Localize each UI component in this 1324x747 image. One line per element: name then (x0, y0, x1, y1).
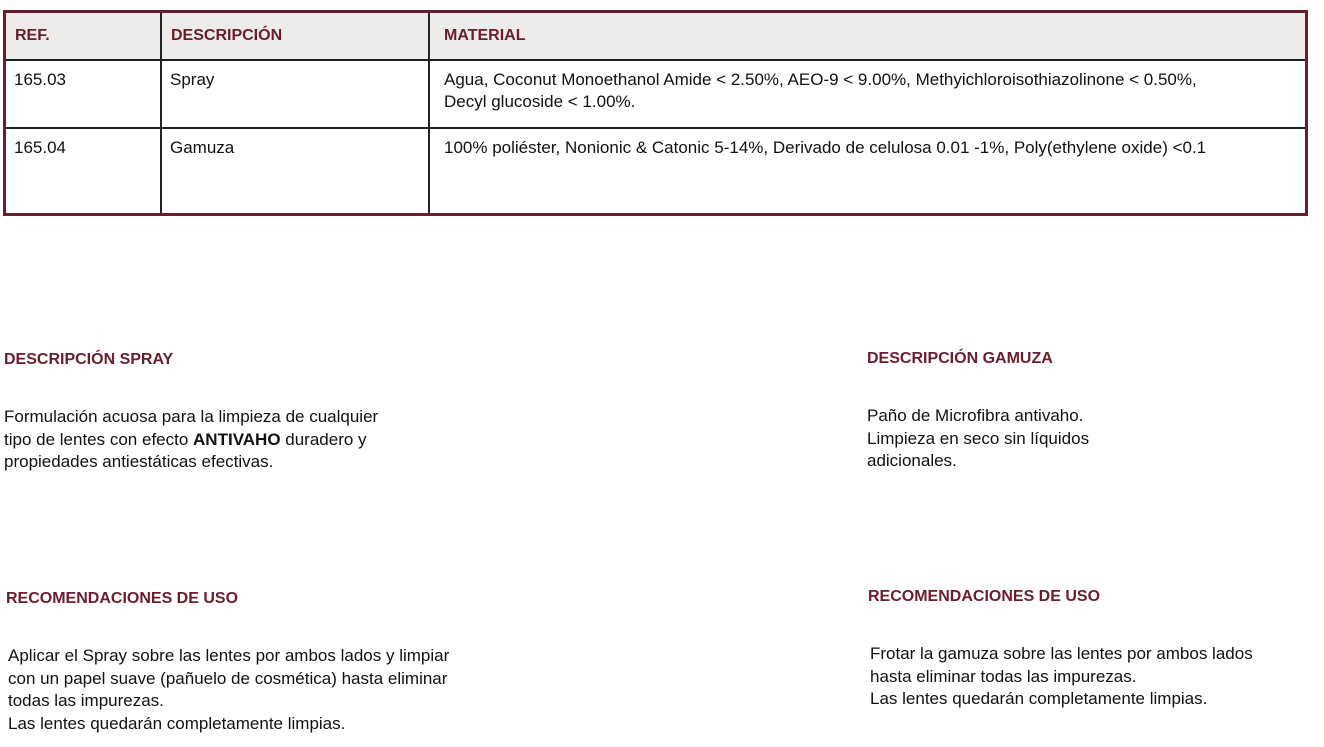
spray-description-heading: DESCRIPCIÓN SPRAY (4, 351, 174, 368)
gamuza-description-text (867, 405, 1089, 473)
material-line: 100% poliéster, Nonionic & Catonic 5-14%, Derivado de celulosa 0.01 -1%, Poly(ethylene oxide) <0.1 (444, 138, 1207, 157)
text-line: Limpieza en seco sin líquidos (867, 428, 1090, 448)
text-line: todas las impurezas. (8, 691, 164, 710)
text-line: con un papel suave (pañuelo de cosmética) hasta eliminar (8, 668, 448, 688)
text-fragment: tipo de lentes con efecto (4, 429, 194, 449)
cell-ref: 165.03 (5, 60, 162, 128)
text-line (4, 429, 378, 452)
column-header-descripcion: DESCRIPCIÓN (161, 12, 429, 61)
spray-usage-text (8, 645, 449, 735)
table-header-row (5, 12, 1307, 61)
text-line: Aplicar el Spray sobre las lentes por ambos lados y limpiar (8, 646, 450, 665)
text-line: Frotar la gamuza sobre las lentes por ambos lados (870, 644, 1253, 663)
spray-description-text (4, 406, 378, 474)
spray-usage-heading: RECOMENDACIONES DE USO (6, 590, 239, 607)
cell-descripcion: Gamuza (161, 128, 429, 215)
antivaho-emphasis: ANTIVAHO (193, 429, 281, 449)
cell-material (429, 128, 1307, 215)
table-row (5, 128, 1307, 215)
gamuza-description-heading: DESCRIPCIÓN GAMUZA (867, 350, 1053, 367)
text-line: propiedades antiestáticas efectivas. (4, 452, 274, 471)
gamuza-usage-heading: RECOMENDACIONES DE USO (868, 588, 1101, 605)
gamuza-usage-text (870, 643, 1253, 711)
cell-ref: 165.04 (5, 128, 162, 215)
column-header-material: MATERIAL (429, 12, 1307, 61)
cell-material (429, 60, 1307, 128)
column-header-ref: REF. (5, 12, 162, 61)
text-line: Las lentes quedarán completamente limpias. (870, 689, 1208, 708)
text-line: Las lentes quedarán completamente limpias. (8, 713, 346, 733)
material-line: Decyl glucoside < 1.00%. (444, 92, 636, 111)
cell-descripcion: Spray (161, 60, 429, 128)
product-spec-table (3, 10, 1308, 216)
text-fragment: duradero y (280, 429, 367, 449)
text-line: Formulación acuosa para la limpieza de cualquier (4, 407, 379, 426)
text-line: adicionales. (867, 451, 957, 470)
table-row (5, 60, 1307, 128)
material-line: Agua, Coconut Monoethanol Amide < 2.50%, AEO-9 < 9.00%, Methyichloroisothiazolinone < 0.50%, (444, 70, 1197, 89)
text-line: Paño de Microfibra antivaho. (867, 406, 1084, 425)
text-line: hasta eliminar todas las impurezas. (870, 666, 1137, 686)
